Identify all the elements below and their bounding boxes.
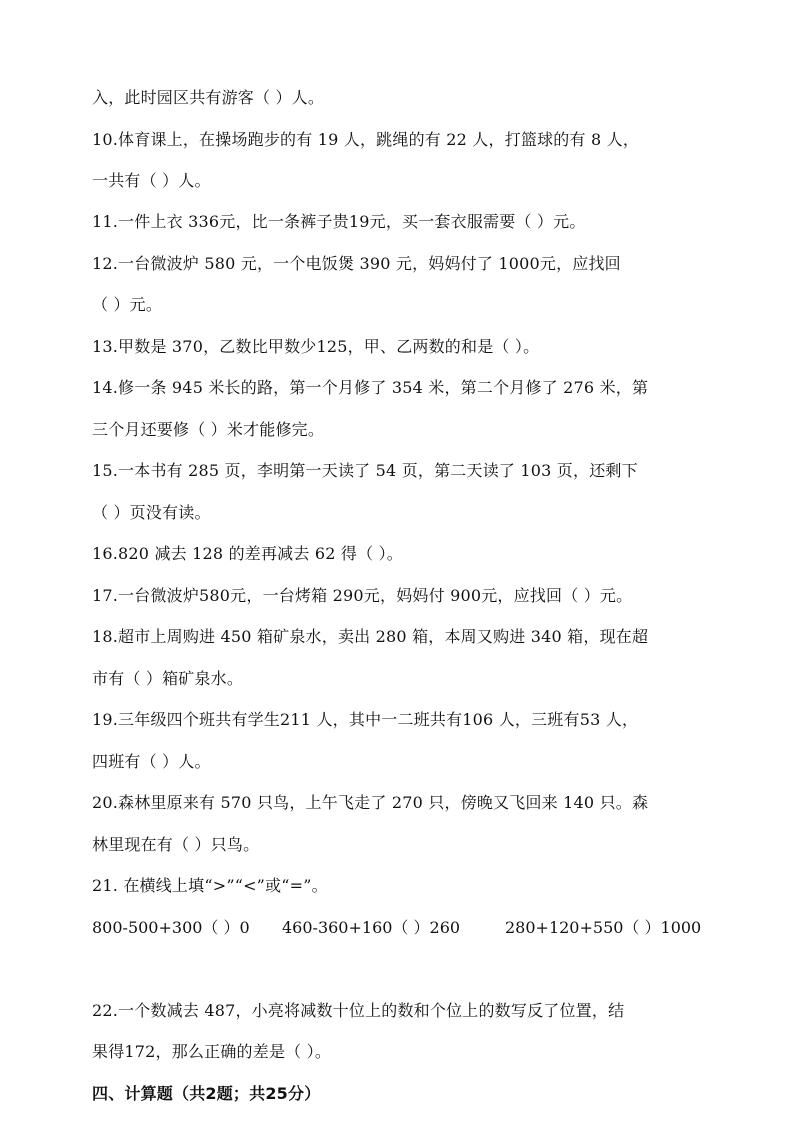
question-20-line-2: 林里现在有（ ）只鸟。 (92, 835, 260, 854)
question-14-line-2: 三个月还要修（ ）米才能修完。 (92, 420, 325, 439)
question-13: 13.甲数是 370，乙数比甲数少125，甲、乙两数的和是（ ）。 (92, 337, 540, 356)
question-11: 11.一件上衣 336元，比一条裤子贵19元，买一套衣服需要（ ）元。 (92, 212, 586, 231)
question-18-line-1: 18.超市上周购进 450 箱矿泉水，卖出 280 箱，本周又购进 340 箱，现在超 (92, 627, 649, 646)
question-15-line-2: （ ）页没有读。 (92, 503, 211, 522)
question-10-line-1: 10.体育课上，在操场跑步的有 19 人，跳绳的有 22 人，打篮球的有 8 人， (92, 130, 640, 149)
question-22-line-2: 果得172，那么正确的差是（ ）。 (92, 1042, 332, 1061)
comparison-item: 280+120+550（ ）1000 (505, 918, 702, 937)
section-heading: 四、计算题（共2题；共25分） (92, 1084, 321, 1103)
question-17: 17.一台微波炉580元，一台烤箱 290元，妈妈付 900元，应找回（ ）元。 (92, 586, 633, 605)
question-20-line-1: 20.森林里原来有 570 只鸟，上午飞走了 270 只，傍晚又飞回来 140 只。森 (92, 793, 649, 812)
question-21: 21. 在横线上填“>”“<”或“=”。 (92, 876, 328, 895)
question-18-line-2: 市有（ ）箱矿泉水。 (92, 669, 244, 688)
comparison-row (92, 918, 706, 938)
question-15-line-1: 15.一本书有 285 页，李明第一天读了 54 页，第二天读了 103 页，还剩下 (92, 461, 638, 480)
question-16: 16.820 减去 128 的差再减去 62 得（ ）。 (92, 544, 403, 563)
question-14-line-1: 14.修一条 945 米长的路，第一个月修了 354 米，第二个月修了 276 米，第 (92, 378, 649, 397)
question-19-line-2: 四班有（ ）人。 (92, 752, 211, 771)
question-9-continuation: 入，此时园区共有游客（ ）人。 (92, 88, 325, 107)
question-12-line-1: 12.一台微波炉 580 元，一个电饭煲 390 元，妈妈付了 1000元，应找回 (92, 254, 621, 273)
question-19-line-1: 19.三年级四个班共有学生211 人，其中一二班共有106 人，三班有53 人， (92, 710, 639, 729)
question-10-line-2: 一共有（ ）人。 (92, 171, 211, 190)
comparison-item: 460-360+160（ ）260 (282, 918, 461, 937)
question-22-line-1: 22.一个数减去 487，小亮将减数十位上的数和个位上的数写反了位置，结 (92, 1001, 625, 1020)
question-12-line-2: （ ）元。 (92, 295, 163, 314)
comparison-item: 800-500+300（ ）0 (92, 918, 250, 937)
